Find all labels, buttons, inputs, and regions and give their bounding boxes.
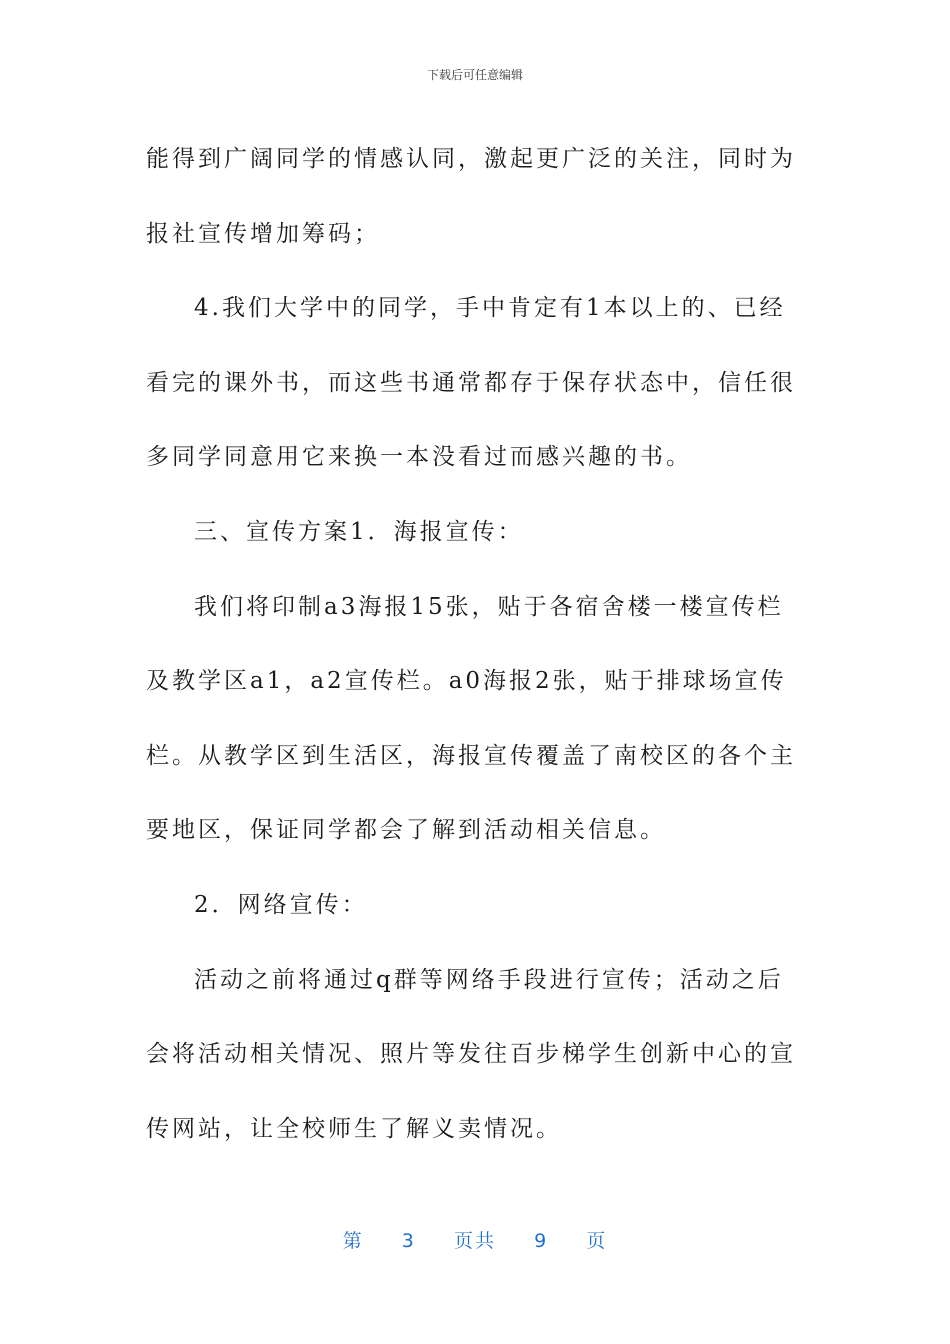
page-footer [0, 1226, 950, 1253]
document-body [146, 122, 806, 1166]
paragraph: 2．网络宣传： [194, 891, 368, 918]
paragraph: 我们将印制a3海报15张，贴于各宿舍楼一楼宣传栏及教学区a1，a2宣传栏。a0海报2张，贴于排球场宣传栏。从教学区到生活区，海报宣传覆盖了南校区的各个主要地区，保证同学都会了解到活动相关信息。 [146, 593, 796, 844]
footer-total-label: 页共 [453, 1230, 496, 1252]
footer-current-page: 3 [401, 1230, 416, 1252]
paragraph: 活动之前将通过q群等网络手段进行宣传；活动之后会将活动相关情况、照片等发往百步梯学生创新中心的宣传网站，让全校师生了解义卖情况。 [146, 966, 796, 1142]
footer-page-label: 第 [342, 1230, 364, 1252]
page-header: 下载后可任意编辑 [426, 68, 523, 82]
paragraph: 4.我们大学中的同学，手中肯定有1本以上的、已经看完的课外书，而这些书通常都存于保存状态中，信任很多同学同意用它来换一本没看过而感兴趣的书。 [146, 295, 796, 471]
paragraph: 三、宣传方案1．海报宣传： [194, 518, 524, 545]
footer-total-pages: 9 [534, 1230, 549, 1252]
footer-page-suffix: 页 [586, 1230, 608, 1252]
paragraph: 能得到广阔同学的情感认同，激起更广泛的关注，同时为报社宣传增加筹码； [146, 146, 796, 247]
